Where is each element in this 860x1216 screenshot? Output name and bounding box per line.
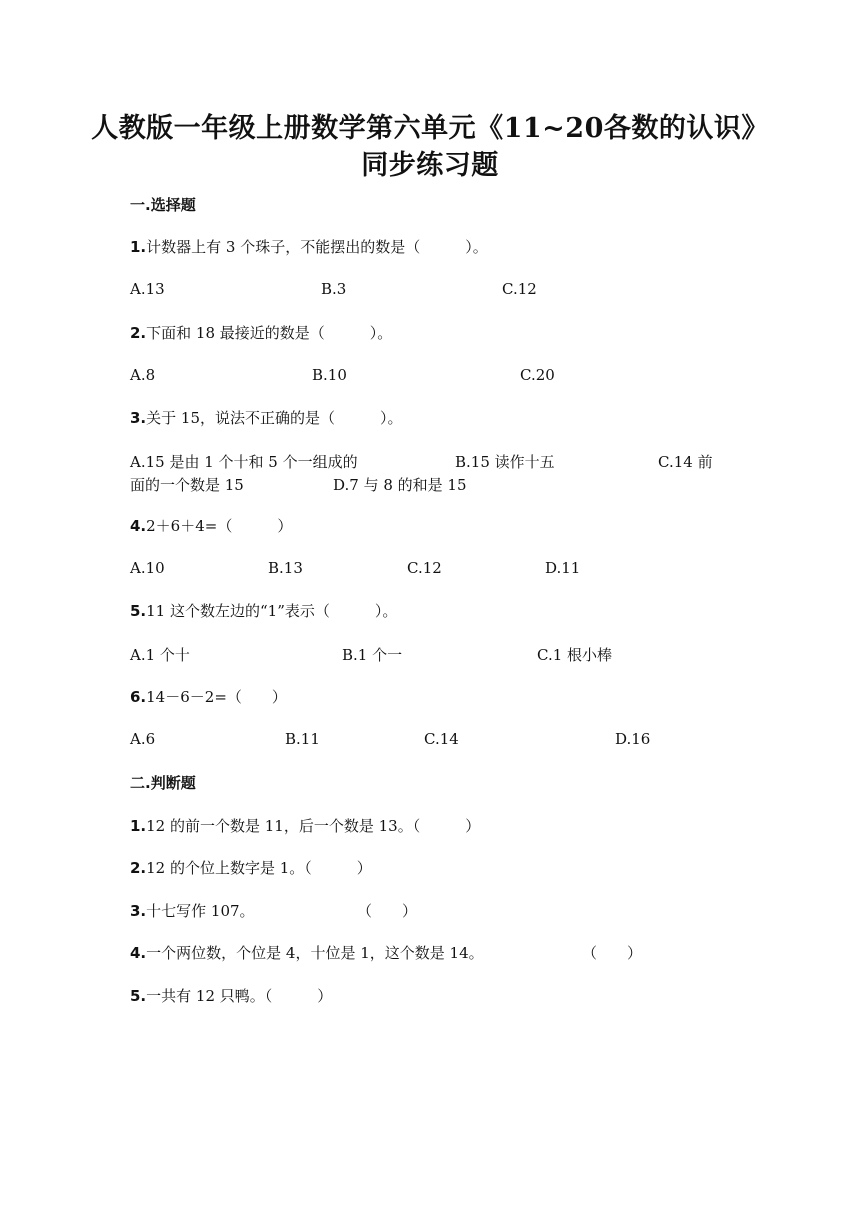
question-number: 4. bbox=[130, 517, 147, 535]
question-4 bbox=[130, 515, 292, 536]
option-b: B.10 bbox=[312, 366, 347, 384]
question-text: 一共有 12 只鸭。（ ） bbox=[146, 987, 333, 1005]
judgment-question-1 bbox=[130, 815, 480, 836]
option-c: C.1 根小棒 bbox=[537, 646, 613, 664]
question-3 bbox=[130, 407, 403, 428]
option-b: B.1 个一 bbox=[342, 646, 403, 664]
question-number: 2. bbox=[130, 324, 147, 342]
question-number: 1. bbox=[130, 817, 147, 835]
question-number: 1. bbox=[130, 238, 147, 256]
option-a: A.1 个十 bbox=[130, 646, 190, 664]
option-c: C.14 前 bbox=[658, 453, 713, 471]
question-number: 4. bbox=[130, 944, 147, 962]
section-heading-choice: 一.选择题 bbox=[130, 196, 196, 214]
option-c: C.12 bbox=[502, 280, 537, 298]
answer-parentheses: （ ） bbox=[357, 902, 418, 920]
question-number: 6. bbox=[130, 688, 147, 706]
judgment-question-4 bbox=[130, 942, 484, 963]
question-number: 5. bbox=[130, 602, 147, 620]
option-b: B.13 bbox=[268, 559, 303, 577]
question-text: 下面和 18 最接近的数是（ ）。 bbox=[146, 324, 393, 342]
option-c: C.12 bbox=[407, 559, 442, 577]
question-number: 2. bbox=[130, 859, 147, 877]
option-a: A.8 bbox=[130, 366, 156, 384]
question-6 bbox=[130, 686, 287, 707]
option-c: C.14 bbox=[424, 730, 459, 748]
option-c-continued: 面的一个数是 15 bbox=[130, 476, 244, 494]
section-heading-judgment: 二.判断题 bbox=[130, 774, 196, 792]
question-number: 3. bbox=[130, 409, 147, 427]
option-a: A.10 bbox=[130, 559, 165, 577]
question-text: 关于 15，说法不正确的是（ ）。 bbox=[146, 409, 403, 427]
question-text: 12 的前一个数是 11，后一个数是 13。（ ） bbox=[146, 817, 481, 835]
question-number: 3. bbox=[130, 902, 147, 920]
judgment-question-5 bbox=[130, 985, 332, 1006]
option-d: D.11 bbox=[545, 559, 581, 577]
question-1 bbox=[130, 236, 488, 257]
question-text: 十七写作 107。 bbox=[146, 902, 255, 920]
answer-parentheses: （ ） bbox=[582, 944, 643, 962]
question-text: 14－6－2=（ ） bbox=[146, 688, 287, 706]
judgment-question-2 bbox=[130, 857, 372, 878]
page-subtitle: 同步练习题 bbox=[361, 150, 499, 181]
question-5 bbox=[130, 600, 397, 621]
question-number: 5. bbox=[130, 987, 147, 1005]
option-d: D.16 bbox=[615, 730, 651, 748]
option-c: C.20 bbox=[520, 366, 555, 384]
question-text: 11 这个数左边的“1”表示（ ）。 bbox=[146, 602, 398, 620]
question-2 bbox=[130, 322, 392, 343]
option-a: A.13 bbox=[130, 280, 165, 298]
option-b: B.3 bbox=[321, 280, 347, 298]
question-text: 计数器上有 3 个珠子，不能摆出的数是（ ）。 bbox=[146, 238, 488, 256]
option-b: B.11 bbox=[285, 730, 320, 748]
question-text: 2＋6＋4=（ ） bbox=[146, 517, 293, 535]
question-text: 一个两位数，个位是 4，十位是 1，这个数是 14。 bbox=[146, 944, 484, 962]
option-a: A.6 bbox=[130, 730, 156, 748]
question-text: 12 的个位上数字是 1。（ ） bbox=[146, 859, 372, 877]
option-d: D.7 与 8 的和是 15 bbox=[333, 476, 467, 494]
page-title: 人教版一年级上册数学第六单元《11~20各数的认识》 bbox=[91, 113, 769, 144]
option-a: A.15 是由 1 个十和 5 个一组成的 bbox=[130, 453, 358, 471]
judgment-question-3 bbox=[130, 900, 255, 921]
option-b: B.15 读作十五 bbox=[455, 453, 555, 471]
